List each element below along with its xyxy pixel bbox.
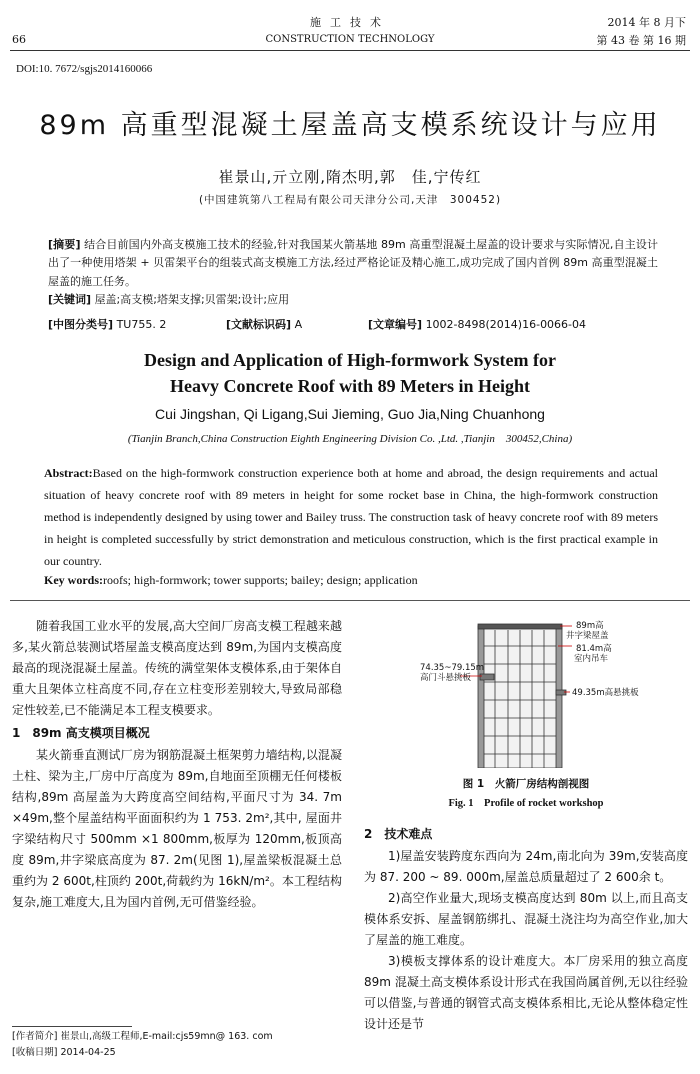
section-divider xyxy=(10,600,690,601)
abstract-cn-text: 结合目前国内外高支模施工技术的经验,针对我国某火箭基地 89m 高重型混凝土屋盖的设计要求与实际情况,自主设计出了一种使用塔架 + 贝雷架平台的组装式高支模施工方法,经过严格论证及精心施工,成功完成了国内首例 89m 高重型混凝土屋盖的施工任务。 xyxy=(48,238,658,288)
section1-heading: 1 89m 高支模项目概况 xyxy=(12,726,150,740)
abstract-cn-label: [摘要] xyxy=(48,238,81,251)
author-intro-text: 崔景山,高级工程师,E-mail:cjs59mn@ 163. com xyxy=(60,1031,273,1042)
issue-date: 2014 年 8 月下 xyxy=(607,16,686,29)
clc-label: [中图分类号] xyxy=(48,318,114,331)
section1-paragraph: 某火箭垂直测试厂房为钢筋混凝土框架剪力墙结构,以混凝土柱、梁为主,厂房中厅高度为 89m,自地面至顶棚无任何楼板结构,89m 高屋盖为大跨度高空间结构,平面尺寸为 34. 7m ×49m,整个屋盖结构平面面积约为 1 753. 2m²,其中, 屋面井字梁结构尺寸 500mm ×1 800mm,板厚为 120mm,板顶高度 89m,井字梁底高度为 87. 2m(见图 1),屋盖梁板混凝土总重约为 2 600t,柱顶约 200t,荷载约为 16kN/m²。本工程结构复杂,施工难度大,且为国内首例,无可借鉴经验。 xyxy=(12,748,342,909)
footnote xyxy=(12,1029,273,1061)
label-door-type: 高门斗悬挑板 xyxy=(420,673,472,683)
received-date-text: 2014-04-25 xyxy=(60,1047,116,1058)
body-right-column xyxy=(364,822,688,1035)
keywords-en xyxy=(44,573,658,588)
doc-code-label: [文献标识码] xyxy=(226,318,292,331)
structure-frame xyxy=(478,624,566,768)
figure-caption-cn: 图 1 火箭厂房结构剖视图 xyxy=(462,778,590,790)
difficulty-2: 2)高空作业量大,现场支模高度达到 80m 以上,而且高支模体系安拆、屋盖钢筋绑扎、混凝土浇注均为高空作业,加大了屋盖的施工难度。 xyxy=(364,891,688,947)
keywords-cn-label: [关键词] xyxy=(48,293,92,307)
difficulty-1: 1)屋盖安装跨度东西向为 24m,南北向为 39m,安装高度为 87. 200 ~ 89. 000m,屋盖总质量超过了 2 600余 t。 xyxy=(364,849,688,884)
section2-heading: 2 技术难点 xyxy=(364,827,433,841)
abstract-en-text: Based on the high-formwork construction experience both at home and abroad, the design requirements and actual situation of heavy concrete roof with 89 meters in height for some rocket base in China, the high-formwork construction method is independently designed by using tower and Bailey truss. The construction task of heavy concrete roof with 89 meters in height is completed successfully by strict demonstration and meticulous construction, which is the first practical example in our country. xyxy=(44,466,658,568)
label-roof-height: 89m高 xyxy=(576,621,604,631)
abstract-en xyxy=(44,462,658,572)
journal-header xyxy=(0,14,700,45)
title-en xyxy=(0,347,700,399)
journal-name-cn: 施工技术 xyxy=(310,16,390,29)
journal-name-en: CONSTRUCTION TECHNOLOGY xyxy=(265,34,435,45)
doc-code-value: A xyxy=(294,318,303,331)
affiliation-en: (Tianjin Branch,China Construction Eighth Engineering Division Co. ,Ltd. ,Tianjin 300452,China) xyxy=(127,433,573,445)
figure-caption-en: Fig. 1 Profile of rocket workshop xyxy=(448,798,604,809)
author-intro-label: [作者简介] xyxy=(12,1031,58,1042)
difficulty-3: 3)模板支撑体系的设计难度大。本厂房采用的独立高度 89m 混凝土高支模体系设计形式在我国尚属首例,无以往经验可以借鉴,与普通的钢管式高支模体系相比,无论从整体稳定性设计还是节 xyxy=(364,954,688,1031)
title-en-line1: Design and Application of High-formwork System for xyxy=(143,350,556,370)
footnote-divider xyxy=(12,1026,132,1027)
intro-paragraph: 随着我国工业水平的发展,高大空间厂房高支模工程越来越多,某火箭总装测试塔屋盖支模高度达到 89m,为国内支模高度最高的现浇混凝土屋盖。传统的满堂架体支模体系,由于架体自重大且架体立柱高度不同,存在立柱变形差别较大,导致局部稳定性较差,已不能满足本工程支模要求。 xyxy=(12,619,342,717)
label-crane-type: 室内吊车 xyxy=(574,654,609,664)
label-cantilever: 49.35m高悬挑板 xyxy=(572,688,639,698)
title-en-line2: Heavy Concrete Roof with 89 Meters in Height xyxy=(169,376,531,396)
header-divider xyxy=(10,50,690,51)
page-number: 66 xyxy=(12,33,26,46)
body-left-column xyxy=(12,616,342,913)
abstract-cn xyxy=(48,236,658,310)
received-date-label: [收稿日期] xyxy=(12,1047,58,1058)
issue-info xyxy=(597,14,686,50)
label-roof-type: 井字梁屋盖 xyxy=(566,631,609,641)
abstract-en-label: Abstract: xyxy=(44,466,93,480)
clc-value: TU755. 2 xyxy=(116,318,167,331)
article-no-label: [文章编号] xyxy=(368,318,423,331)
title-cn: 89m 高重型混凝土屋盖高支模系统设计与应用 xyxy=(39,110,661,141)
keywords-cn-text: 屋盖;高支模;塔架支撑;贝雷架;设计;应用 xyxy=(94,293,290,307)
rocket-workshop-figure xyxy=(420,618,660,768)
article-no-value: 1002-8498(2014)16-0066-04 xyxy=(425,318,587,331)
keywords-en-label: Key words: xyxy=(44,573,103,587)
authors-cn: 崔景山,亓立刚,隋杰明,郭 佳,宁传红 xyxy=(218,168,482,186)
keywords-en-text: roofs; high-formwork; tower supports; bailey; design; application xyxy=(103,573,418,587)
doi[interactable]: DOI:10. 7672/sgjs2014160066 xyxy=(16,63,153,75)
volume-issue: 第 43 卷 第 16 期 xyxy=(596,34,686,47)
affiliation-cn: (中国建筑第八工程局有限公司天津分公司,天津 300452) xyxy=(198,194,502,206)
label-door-range: 74.35~79.15m xyxy=(420,663,485,673)
authors-en: Cui Jingshan, Qi Ligang,Sui Jieming, Guo Jia,Ning Chuanhong xyxy=(155,406,545,422)
label-crane-height: 81.4m高 xyxy=(576,644,612,654)
